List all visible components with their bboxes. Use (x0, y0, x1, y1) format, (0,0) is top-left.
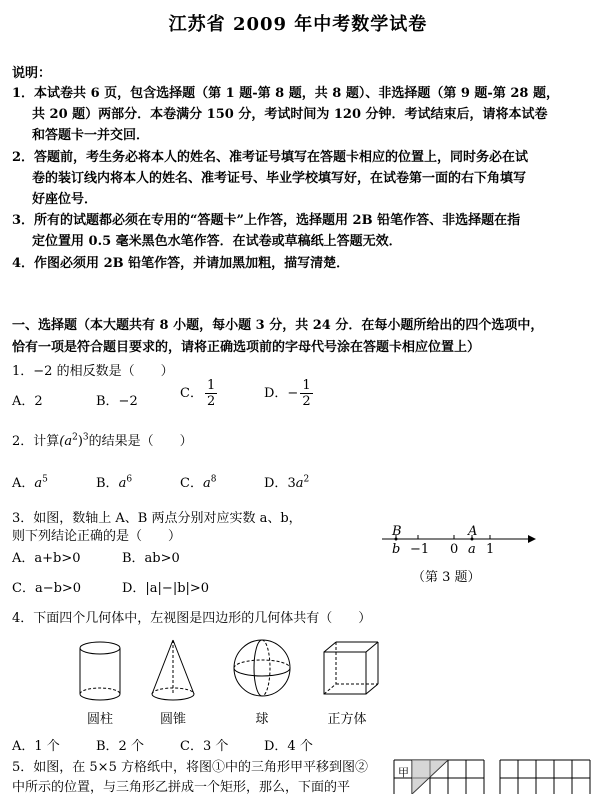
q1-option-c: C． $\frac{1}{2}$ (180, 378, 216, 409)
q1-stem: 1．−2 的相反数是（ ） (12, 364, 174, 379)
instructions-heading: 说明： (12, 66, 52, 81)
instruction-line: 4．作图必须用 2B 铅笔作答，并请加黑加粗，描写清楚． (12, 256, 350, 271)
shape-label-cylinder: 圆柱 (86, 712, 113, 727)
q4-option-b: B．2 个 (96, 739, 144, 754)
q3-option-d: D．|a|−|b|>0 (122, 581, 210, 596)
label-neg1: −1 (410, 542, 430, 557)
cylinder-shape (80, 642, 120, 700)
instruction-line: 好座位号． (32, 192, 98, 207)
instruction-line: 2．答题前，考生务必将本人的姓名、准考证号填写在答题卡相应的位置上，同时务必在试 (12, 150, 529, 165)
instruction-line: 共 20 题）两部分．本卷满分 150 分，考试时间为 120 分钟．考试结束后，请将本试卷 (32, 107, 548, 122)
q3-option-b: B．ab>0 (122, 551, 180, 566)
q4-stem: 4．下面四个几何体中，左视图是四边形的几何体共有（ ） (12, 611, 372, 626)
figure-caption: （第 3 题） (412, 570, 481, 585)
q3-stem: 3．如图，数轴上 A、B 两点分别对应实数 a、b， (12, 511, 302, 526)
q2-option-c: C．$a^8$ (180, 474, 217, 491)
instruction-line: 3．所有的试题都必须在专用的“答题卡”上作答，选择题用 2B 铅笔作答、非选择题在指 (12, 213, 521, 228)
grid-figure-2 (500, 760, 590, 794)
cone-shape (152, 640, 194, 700)
label-b: b (392, 542, 401, 557)
q2-option-d: D．$3a^2$ (264, 474, 310, 491)
q1-option-a: A．2 (12, 394, 43, 409)
shape-label-sphere: 球 (255, 712, 269, 727)
q1-option-b: B．−2 (96, 394, 138, 409)
page-title: 江苏省 2009 年中考数学试卷 (168, 14, 428, 35)
q1-option-d: D．− $\frac{1}{2}$ (264, 378, 311, 409)
shape-label-cone: 圆锥 (159, 712, 186, 727)
number-line-figure (380, 525, 540, 565)
instruction-line: 和答题卡一并交回． (32, 128, 150, 143)
q3-option-c: C．a−b>0 (12, 581, 82, 596)
q5-stem: 5．如图，在 5×5 方格纸中，将图①中的三角形甲平移到图② (12, 760, 368, 775)
label-A: A (468, 524, 478, 539)
label-zero: 0 (450, 542, 459, 557)
q3-stem: 则下列结论正确的是（ ） (12, 529, 182, 544)
label-one: 1 (486, 542, 495, 557)
arrow-head-icon (528, 535, 536, 543)
sphere-shape (234, 640, 290, 696)
q2-stem: 2．计算$(a^2)^3$的结果是（ ） (12, 432, 193, 449)
section-heading: 一、选择题（本大题共有 8 小题，每小题 3 分，共 24 分．在每小题所给出的四个选项中， (12, 318, 544, 333)
instruction-line: 卷的装订线内将本人的姓名、准考证号、毕业学校填写好，在试卷第一面的右下角填写 (32, 171, 527, 186)
solids-figure (70, 638, 390, 706)
shape-label-cube: 正方体 (327, 712, 367, 727)
q2-option-b: B．$a^6$ (96, 474, 133, 491)
grids-figure (392, 758, 592, 794)
grid-label-jia: 甲 (398, 766, 409, 779)
label-B: B (392, 524, 402, 539)
label-a: a (468, 542, 476, 557)
q5-stem: 中所示的位置，与三角形乙拼成一个矩形，那么，下面的平 (12, 780, 351, 795)
cube-shape (324, 642, 378, 694)
q3-option-a: A．a+b>0 (12, 551, 81, 566)
q2-option-a: A．$a^5$ (12, 474, 48, 491)
q4-option-a: A．1 个 (12, 739, 60, 754)
instruction-line: 定位置用 0.5 毫米黑色水笔作答．在试卷或草稿纸上答题无效． (32, 234, 402, 249)
instruction-line: 1．本试卷共 6 页，包含选择题（第 1 题-第 8 题，共 8 题）、非选择题（第 9 题-第 28 题， (12, 86, 559, 101)
section-heading: 恰有一项是符合题目要求的，请将正确选项前的字母代号涂在答题卡相应位置上） (12, 340, 481, 355)
q4-option-d: D．4 个 (264, 739, 313, 754)
q4-option-c: C．3 个 (180, 739, 229, 754)
